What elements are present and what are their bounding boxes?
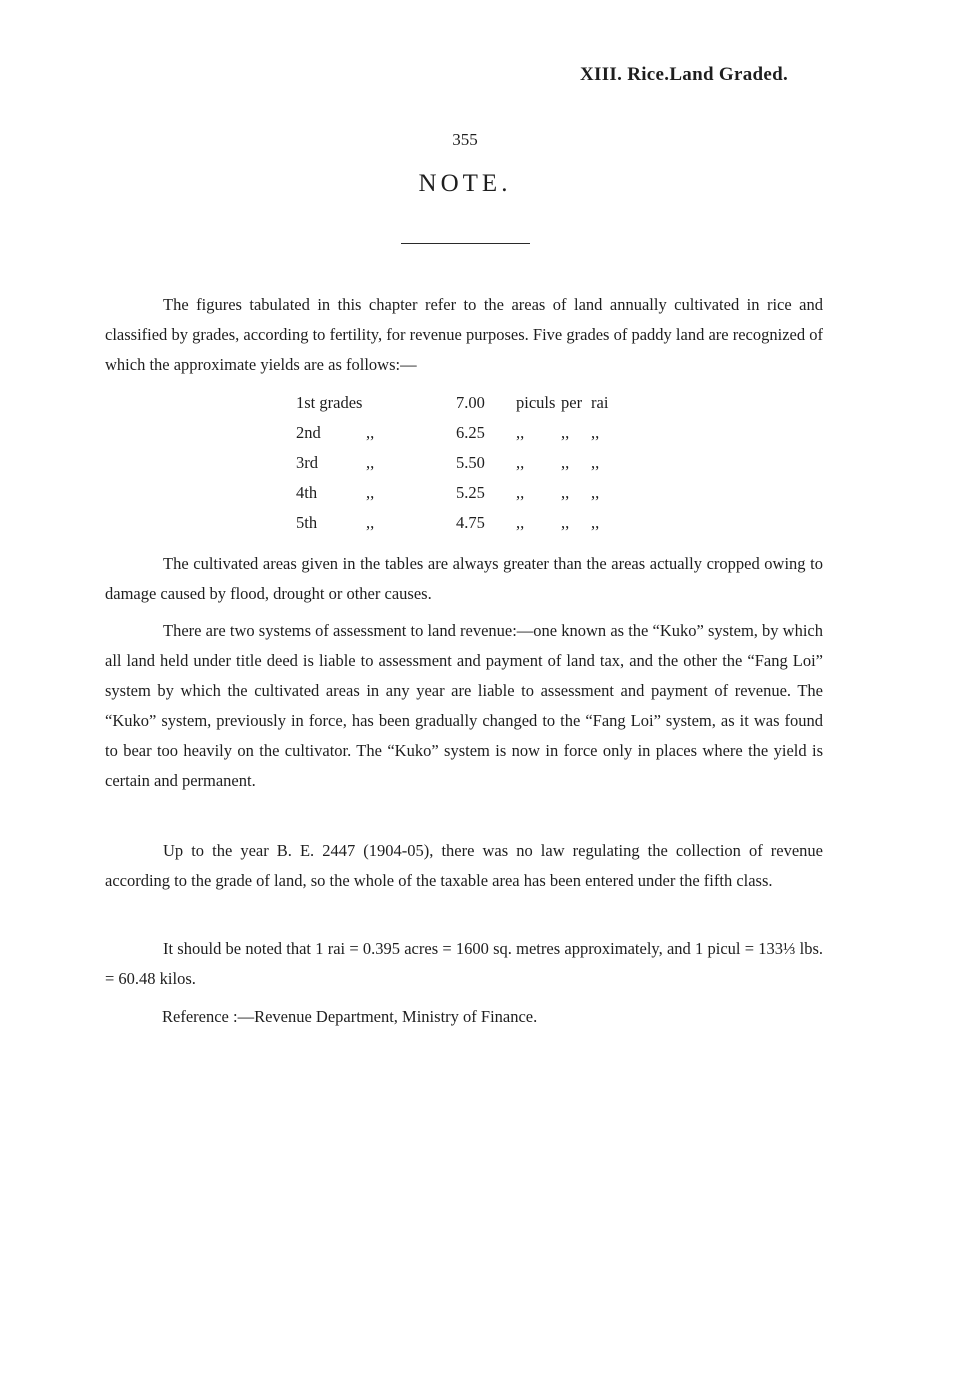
running-head: XIII. Rice.Land Graded. bbox=[580, 64, 789, 85]
unit-cell: piculs bbox=[516, 393, 556, 412]
table-row bbox=[296, 418, 621, 448]
unit-cell: ,, bbox=[591, 513, 600, 532]
grade-cell: 4th bbox=[296, 483, 318, 502]
yield-value-cell: 6.25 bbox=[456, 423, 485, 442]
yield-value-cell: 5.25 bbox=[456, 483, 485, 502]
unit-cell: rai bbox=[591, 393, 609, 412]
reference-line: Reference :—Revenue Department, Ministry of Finance. bbox=[162, 1007, 538, 1026]
yield-value-cell: 4.75 bbox=[456, 513, 485, 532]
title-divider bbox=[401, 243, 530, 244]
ditto-cell bbox=[366, 388, 456, 418]
paragraph-assessment-systems: There are two systems of assessment to land revenue:—one known as the “Kuko” system, by which all land held under title deed is liable to assessment and payment of land tax, and the other the “Fang Loi” system by which the cultivated areas in any year are liable to assessment and payment of revenue. The “Kuko” system, previously in force, has been gradually changed to the “Fang Loi” system, as it was found to bear too heavily on the cultivator. The “Kuko” system is now in force only in places where the yield is certain and permanent. bbox=[105, 621, 823, 790]
unit-cell: ,, bbox=[561, 453, 570, 472]
grade-cell: 3rd bbox=[296, 453, 318, 472]
unit-cell: ,, bbox=[561, 423, 570, 442]
yield-value-cell: 5.50 bbox=[456, 453, 485, 472]
ditto-cell: ,, bbox=[366, 483, 375, 502]
yields-table bbox=[296, 388, 621, 538]
unit-cell: ,, bbox=[561, 513, 570, 532]
grade-cell: 2nd bbox=[296, 423, 321, 442]
yield-value-cell: 7.00 bbox=[456, 393, 485, 412]
unit-cell: ,, bbox=[516, 513, 525, 532]
ditto-cell: ,, bbox=[366, 513, 375, 532]
unit-cell: per bbox=[561, 393, 583, 412]
unit-cell: ,, bbox=[591, 453, 600, 472]
unit-cell: ,, bbox=[561, 483, 570, 502]
table-row bbox=[296, 448, 621, 478]
unit-cell: ,, bbox=[591, 483, 600, 502]
paragraph-law-history: Up to the year B. E. 2447 (1904-05), there was no law regulating the collection of revenue according to the grade of land, so the whole of the taxable area has been entered under the fifth class. bbox=[105, 841, 823, 890]
page-title: NOTE. bbox=[418, 170, 512, 197]
table-row bbox=[296, 388, 621, 418]
table-row bbox=[296, 508, 621, 538]
unit-cell: ,, bbox=[591, 423, 600, 442]
paragraph-unit-conversion: It should be noted that 1 rai = 0.395 acres = 1600 sq. metres approximately, and 1 picul = 133⅓ lbs. = 60.48 kilos. bbox=[105, 939, 823, 988]
unit-cell: ,, bbox=[516, 453, 525, 472]
paragraph-intro: The figures tabulated in this chapter refer to the areas of land annually cultivated in rice and classified by grades, according to fertility, for revenue purposes. Five grades of paddy land are recognized of which the approximate yields are as follows:— bbox=[105, 295, 823, 374]
table-row bbox=[296, 478, 621, 508]
grade-cell: 5th bbox=[296, 513, 318, 532]
page-number: 355 bbox=[452, 130, 478, 149]
ditto-cell: ,, bbox=[366, 453, 375, 472]
ditto-cell: ,, bbox=[366, 423, 375, 442]
grade-cell: 1st grades bbox=[296, 393, 363, 412]
unit-cell: ,, bbox=[516, 423, 525, 442]
unit-cell: ,, bbox=[516, 483, 525, 502]
paragraph-cultivated-areas: The cultivated areas given in the tables are always greater than the areas actually cropped owing to damage caused by flood, drought or other causes. bbox=[105, 554, 823, 603]
